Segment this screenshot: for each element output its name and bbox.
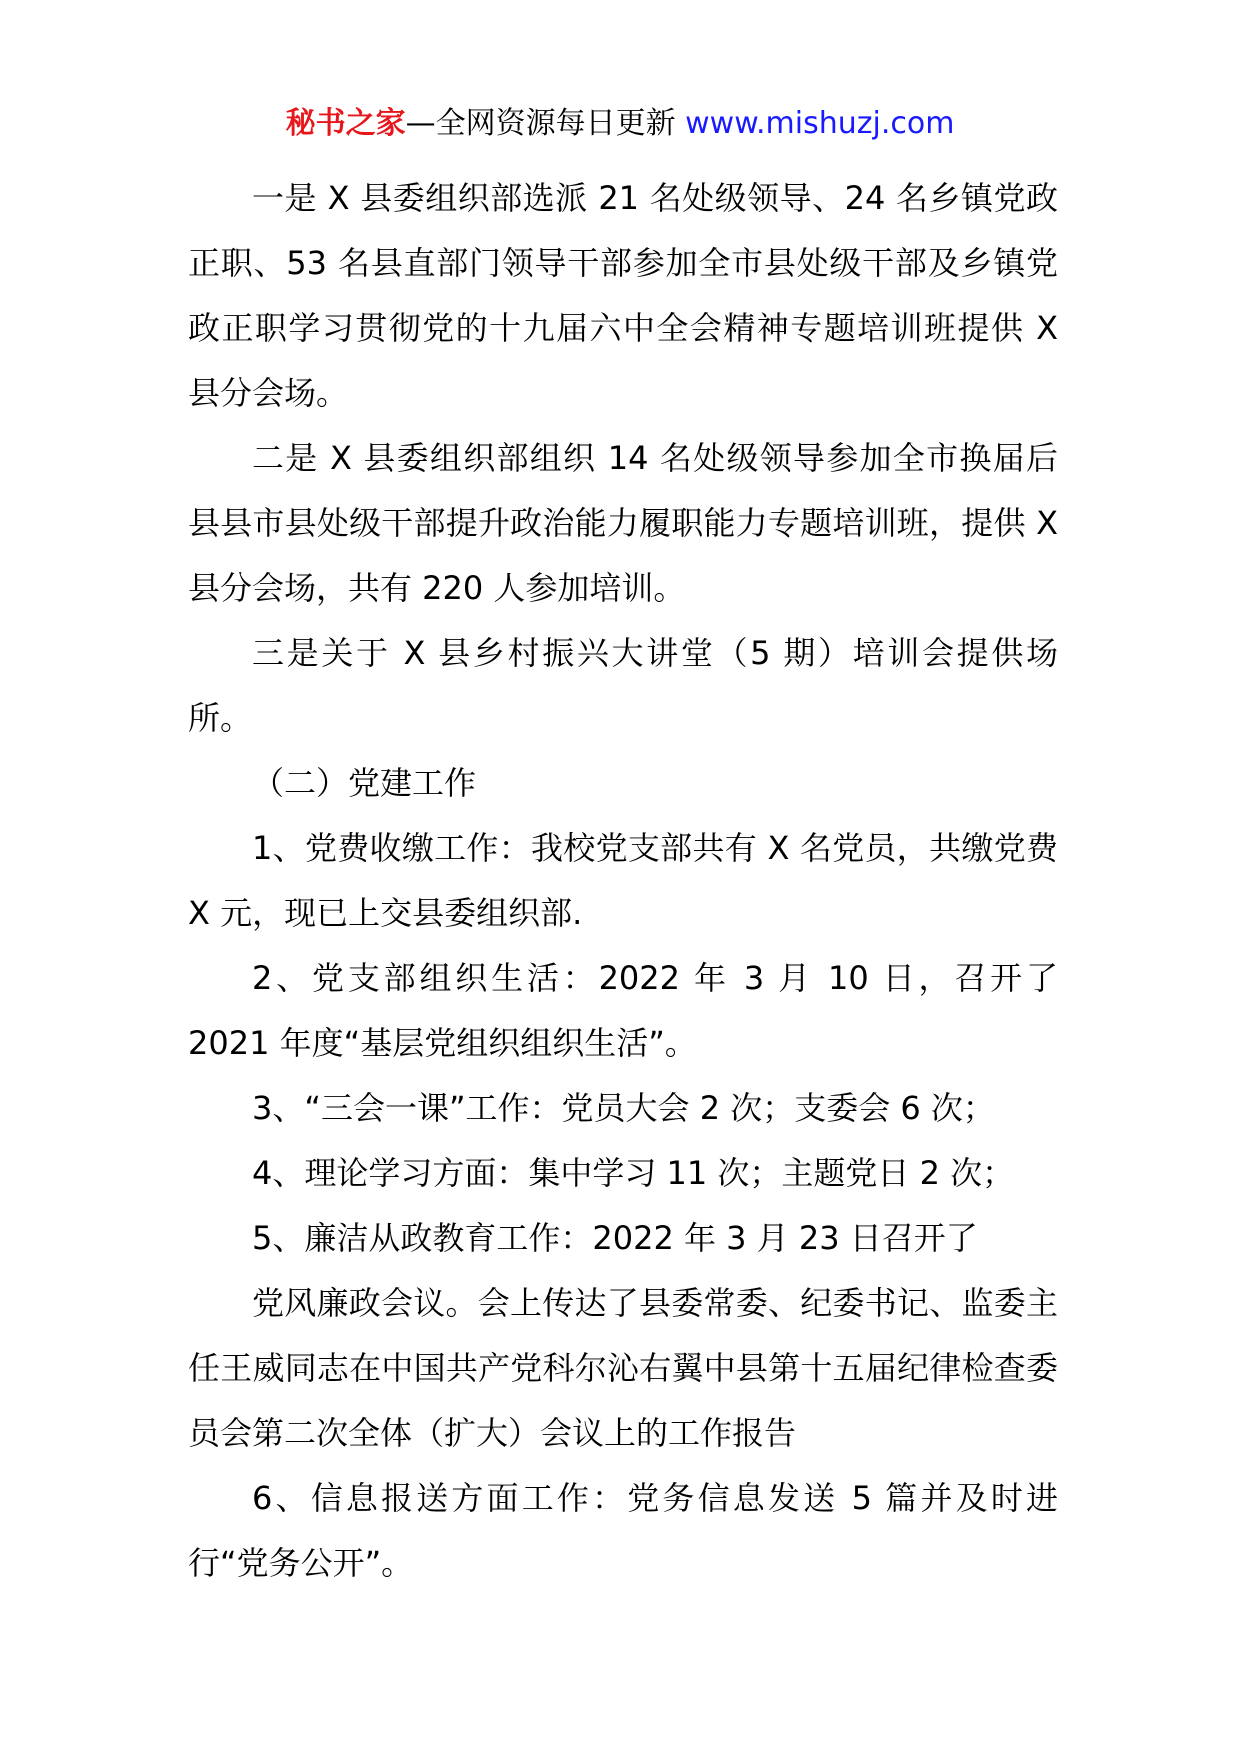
paragraph-10: 6、信息报送方面工作：党务信息发送 5 篇并及时进行“党务公开”。 bbox=[188, 1479, 1058, 1582]
paragraph-7: 4、理论学习方面：集中学习 11 次；主题党日 2 次； bbox=[252, 1154, 1015, 1192]
paragraph-2: 二是 X 县委组织部组织 14 名处级领导参加全市换届后县县市县处级干部提升政治能力履职能力专题培训班，提供 X 县分会场，共有 220 人参加培训。 bbox=[188, 439, 1058, 607]
paragraph-6: 3、“三会一课”工作：党员大会 2 次；支委会 6 次； bbox=[252, 1089, 995, 1127]
document-body bbox=[188, 166, 1058, 1596]
brand-name: 秘书之家 bbox=[285, 106, 406, 141]
paragraph-8: 5、廉洁从政教育工作：2022 年 3 月 23 日召开了 bbox=[252, 1219, 978, 1257]
website-link[interactable]: www.mishuzj.com bbox=[685, 106, 955, 141]
document-header bbox=[0, 102, 1240, 146]
section-heading: （二）党建工作 bbox=[252, 764, 477, 802]
paragraph-9: 党风廉政会议。会上传达了县委常委、纪委书记、监委主任王威同志在中国共产党科尔沁右翼中县第十五届纪律检查委员会第二次全体（扩大）会议上的工作报告 bbox=[188, 1284, 1058, 1452]
paragraph-4: 1、党费收缴工作：我校党支部共有 X 名党员，共缴党费 X 元，现已上交县委组织部. bbox=[188, 829, 1058, 932]
paragraph-5: 2、党支部组织生活：2022 年 3 月 10 日，召开了2021 年度“基层党组织组织生活”。 bbox=[188, 959, 1058, 1062]
paragraph-3: 三是关于 X 县乡村振兴大讲堂（5 期）培训会提供场所。 bbox=[188, 634, 1058, 737]
paragraph-1: 一是 X 县委组织部选派 21 名处级领导、24 名乡镇党政正职、53 名县直部门领导干部参加全市县处级干部及乡镇党政正职学习贯彻党的十九届六中全会精神专题培训班提供 X 县分会场。 bbox=[188, 179, 1058, 412]
header-tagline: —全网资源每日更新 bbox=[405, 106, 686, 141]
